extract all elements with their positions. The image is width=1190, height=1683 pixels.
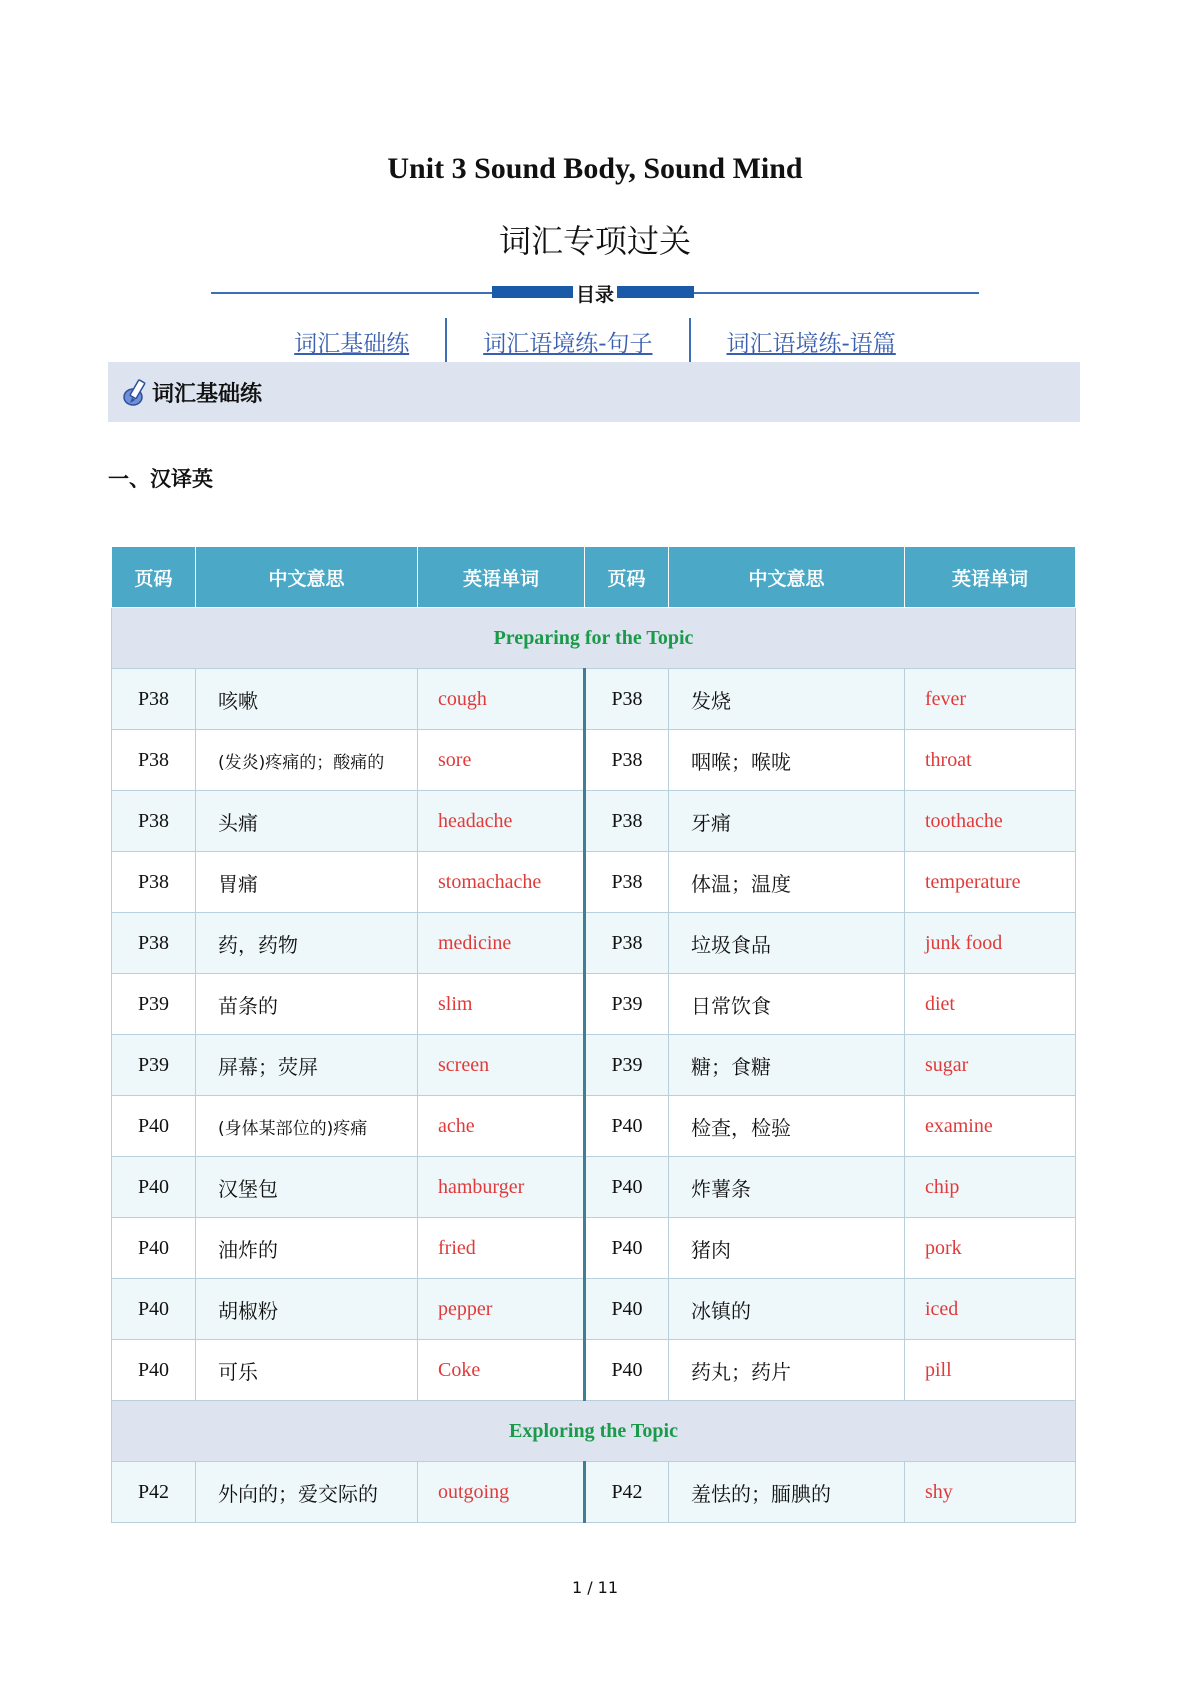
table-row [112,1340,1076,1401]
english-word-cell: fried [418,1218,585,1279]
table-row [112,1218,1076,1279]
table-row [112,1279,1076,1340]
group-header-row [112,608,1076,669]
chinese-meaning-cell: 猪肉 [669,1218,905,1279]
page-cell: P38 [112,791,196,852]
section-header [108,362,1080,422]
english-word-cell: fever [905,669,1076,730]
group-title: Exploring the Topic [112,1401,1076,1462]
page-cell: P40 [585,1157,669,1218]
group-header-row [112,1401,1076,1462]
header-english: 英语单词 [418,547,585,608]
chinese-meaning-cell: 汉堡包 [196,1157,418,1218]
english-word-cell: hamburger [418,1157,585,1218]
table-row [112,669,1076,730]
chinese-meaning-cell: 糖；食糖 [669,1035,905,1096]
english-word-cell: screen [418,1035,585,1096]
chinese-meaning-cell: 胃痛 [196,852,418,913]
chinese-meaning-cell: 冰镇的 [669,1279,905,1340]
doc-title: Unit 3 Sound Body, Sound Mind [387,152,803,185]
chinese-meaning-cell: 药丸；药片 [669,1340,905,1401]
chinese-meaning-cell: 外向的；爱交际的 [196,1462,418,1523]
english-word-cell: stomachache [418,852,585,913]
page-cell: P38 [585,913,669,974]
chinese-meaning-cell: 药，药物 [196,913,418,974]
chinese-meaning-cell: 胡椒粉 [196,1279,418,1340]
page-cell: P39 [112,974,196,1035]
english-word-cell: throat [905,730,1076,791]
chinese-meaning-cell: 油炸的 [196,1218,418,1279]
english-word-cell: toothache [905,791,1076,852]
table-row [112,1096,1076,1157]
english-word-cell: headache [418,791,585,852]
vocab-table [111,546,1076,1523]
toc-link-passage[interactable]: 词汇语境练-语篇 [726,330,896,357]
chinese-meaning-cell: 发烧 [669,669,905,730]
table-header-row [112,547,1076,608]
page-cell: P40 [585,1096,669,1157]
english-word-cell: iced [905,1279,1076,1340]
table-row [112,1462,1076,1523]
doc-subtitle: 词汇专项过关 [498,222,691,260]
english-word-cell: sore [418,730,585,791]
page-cell: P40 [112,1096,196,1157]
toc-links [0,318,1190,364]
page-cell: P38 [112,852,196,913]
english-word-cell: shy [905,1462,1076,1523]
table-row [112,730,1076,791]
english-word-cell: medicine [418,913,585,974]
page-cell: P40 [112,1218,196,1279]
chinese-meaning-cell: (身体某部位的)疼痛 [196,1096,418,1157]
header-page: 页码 [585,547,669,608]
chinese-meaning-cell: 炸薯条 [669,1157,905,1218]
page-cell: P40 [112,1279,196,1340]
chinese-meaning-cell: 羞怯的；腼腆的 [669,1462,905,1523]
header-page: 页码 [112,547,196,608]
pencil-icon [122,377,148,407]
chinese-meaning-cell: 牙痛 [669,791,905,852]
page-number: 1 / 11 [571,1578,619,1597]
english-word-cell: pepper [418,1279,585,1340]
header-chinese: 中文意思 [196,547,418,608]
page-cell: P42 [112,1462,196,1523]
english-word-cell: pill [905,1340,1076,1401]
chinese-meaning-cell: 日常饮食 [669,974,905,1035]
page-cell: P38 [112,913,196,974]
english-word-cell: slim [418,974,585,1035]
english-word-cell: diet [905,974,1076,1035]
chinese-meaning-cell: 头痛 [196,791,418,852]
page-cell: P40 [585,1218,669,1279]
page-cell: P39 [585,974,669,1035]
chinese-meaning-cell: 咳嗽 [196,669,418,730]
page-cell: P40 [112,1340,196,1401]
page-cell: P39 [585,1035,669,1096]
english-word-cell: cough [418,669,585,730]
chinese-meaning-cell: 检查，检验 [669,1096,905,1157]
header-english: 英语单词 [905,547,1076,608]
part-heading: 一、汉译英 [108,467,213,491]
english-word-cell: examine [905,1096,1076,1157]
section-title: 词汇基础练 [152,381,263,407]
page-cell: P42 [585,1462,669,1523]
page-cell: P39 [112,1035,196,1096]
english-word-cell: pork [905,1218,1076,1279]
chinese-meaning-cell: 屏幕；荧屏 [196,1035,418,1096]
table-row [112,913,1076,974]
page-cell: P38 [112,730,196,791]
english-word-cell: ache [418,1096,585,1157]
chinese-meaning-cell: 咽喉；喉咙 [669,730,905,791]
chinese-meaning-cell: 垃圾食品 [669,913,905,974]
toc-link-basic[interactable]: 词汇基础练 [294,330,410,357]
table-row [112,1157,1076,1218]
table-row [112,791,1076,852]
group-title: Preparing for the Topic [112,608,1076,669]
toc-label: 目录 [0,280,1190,307]
chinese-meaning-cell: (发炎)疼痛的；酸痛的 [196,730,418,791]
header-chinese: 中文意思 [669,547,905,608]
english-word-cell: junk food [905,913,1076,974]
english-word-cell: chip [905,1157,1076,1218]
table-row [112,852,1076,913]
page-cell: P38 [112,669,196,730]
english-word-cell: outgoing [418,1462,585,1523]
chinese-meaning-cell: 可乐 [196,1340,418,1401]
english-word-cell: sugar [905,1035,1076,1096]
page-cell: P38 [585,730,669,791]
page-cell: P38 [585,669,669,730]
page-cell: P38 [585,852,669,913]
page-cell: P40 [112,1157,196,1218]
page-cell: P38 [585,791,669,852]
table-row [112,974,1076,1035]
toc-link-sentence[interactable]: 词汇语境练-句子 [483,330,653,357]
chinese-meaning-cell: 苗条的 [196,974,418,1035]
english-word-cell: Coke [418,1340,585,1401]
english-word-cell: temperature [905,852,1076,913]
page-cell: P40 [585,1279,669,1340]
chinese-meaning-cell: 体温；温度 [669,852,905,913]
table-row [112,1035,1076,1096]
page-cell: P40 [585,1340,669,1401]
